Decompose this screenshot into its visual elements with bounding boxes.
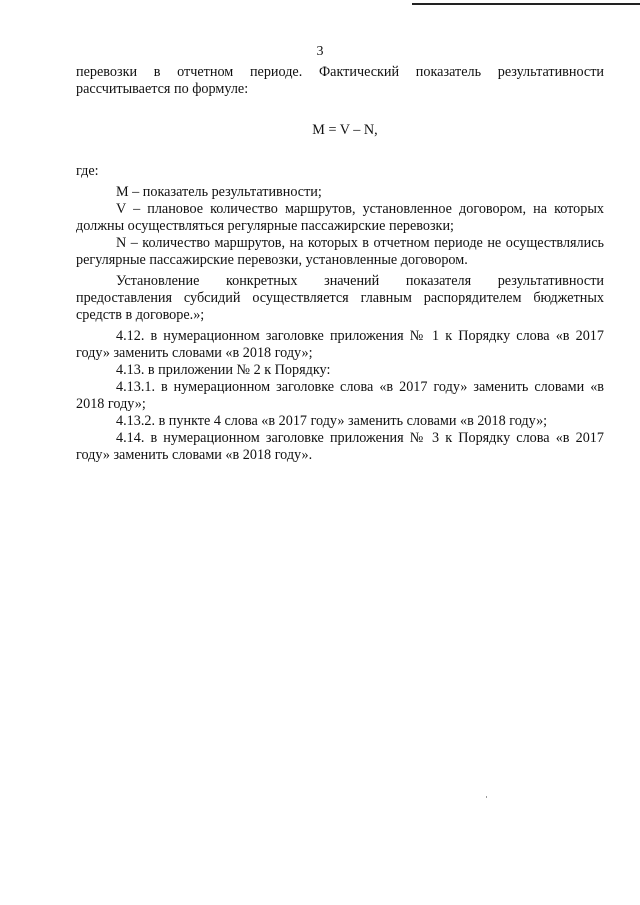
- formula: M = V – N,: [312, 122, 378, 138]
- item-4-13: 4.13. в приложении № 2 к Порядку:: [116, 362, 331, 378]
- scan-speck: [486, 796, 487, 798]
- where-label: где:: [76, 163, 99, 179]
- definition-m: M – показатель результативности;: [116, 184, 322, 200]
- item-4-12: 4.12. в нумерационном заголовке приложения № 1 к Порядку слова «в 2017 году» заменить словами «в 2018 году»;: [76, 328, 604, 361]
- item-4-14: 4.14. в нумерационном заголовке приложения № 3 к Порядку слова «в 2017 году» заменить словами «в 2018 году».: [76, 430, 604, 463]
- document-body: [76, 64, 604, 464]
- paragraph-continuation: перевозки в отчетном периоде. Фактический показатель результативности рассчитывается по формуле:: [76, 64, 604, 97]
- definition-n: N – количество маршрутов, на которых в отчетном периоде не осуществлялись регулярные пассажирские перевозки, установленные договором.: [76, 235, 604, 268]
- item-4-13-1: 4.13.1. в нумерационном заголовке слова «в 2017 году» заменить словами «в 2018 году»;: [76, 379, 604, 412]
- paragraph-establishment: Установление конкретных значений показателя результативности предоставления субсидий осуществляется главным распорядителем бюджетных средств в договоре.»;: [76, 273, 604, 323]
- definition-v: V – плановое количество маршрутов, установленное договором, на которых должны осуществляться регулярные пассажирские перевозки;: [76, 201, 604, 234]
- page-number: 3: [316, 44, 324, 59]
- item-4-13-2: 4.13.2. в пункте 4 слова «в 2017 году» заменить словами «в 2018 году»;: [116, 413, 548, 429]
- top-border-line: [412, 3, 640, 5]
